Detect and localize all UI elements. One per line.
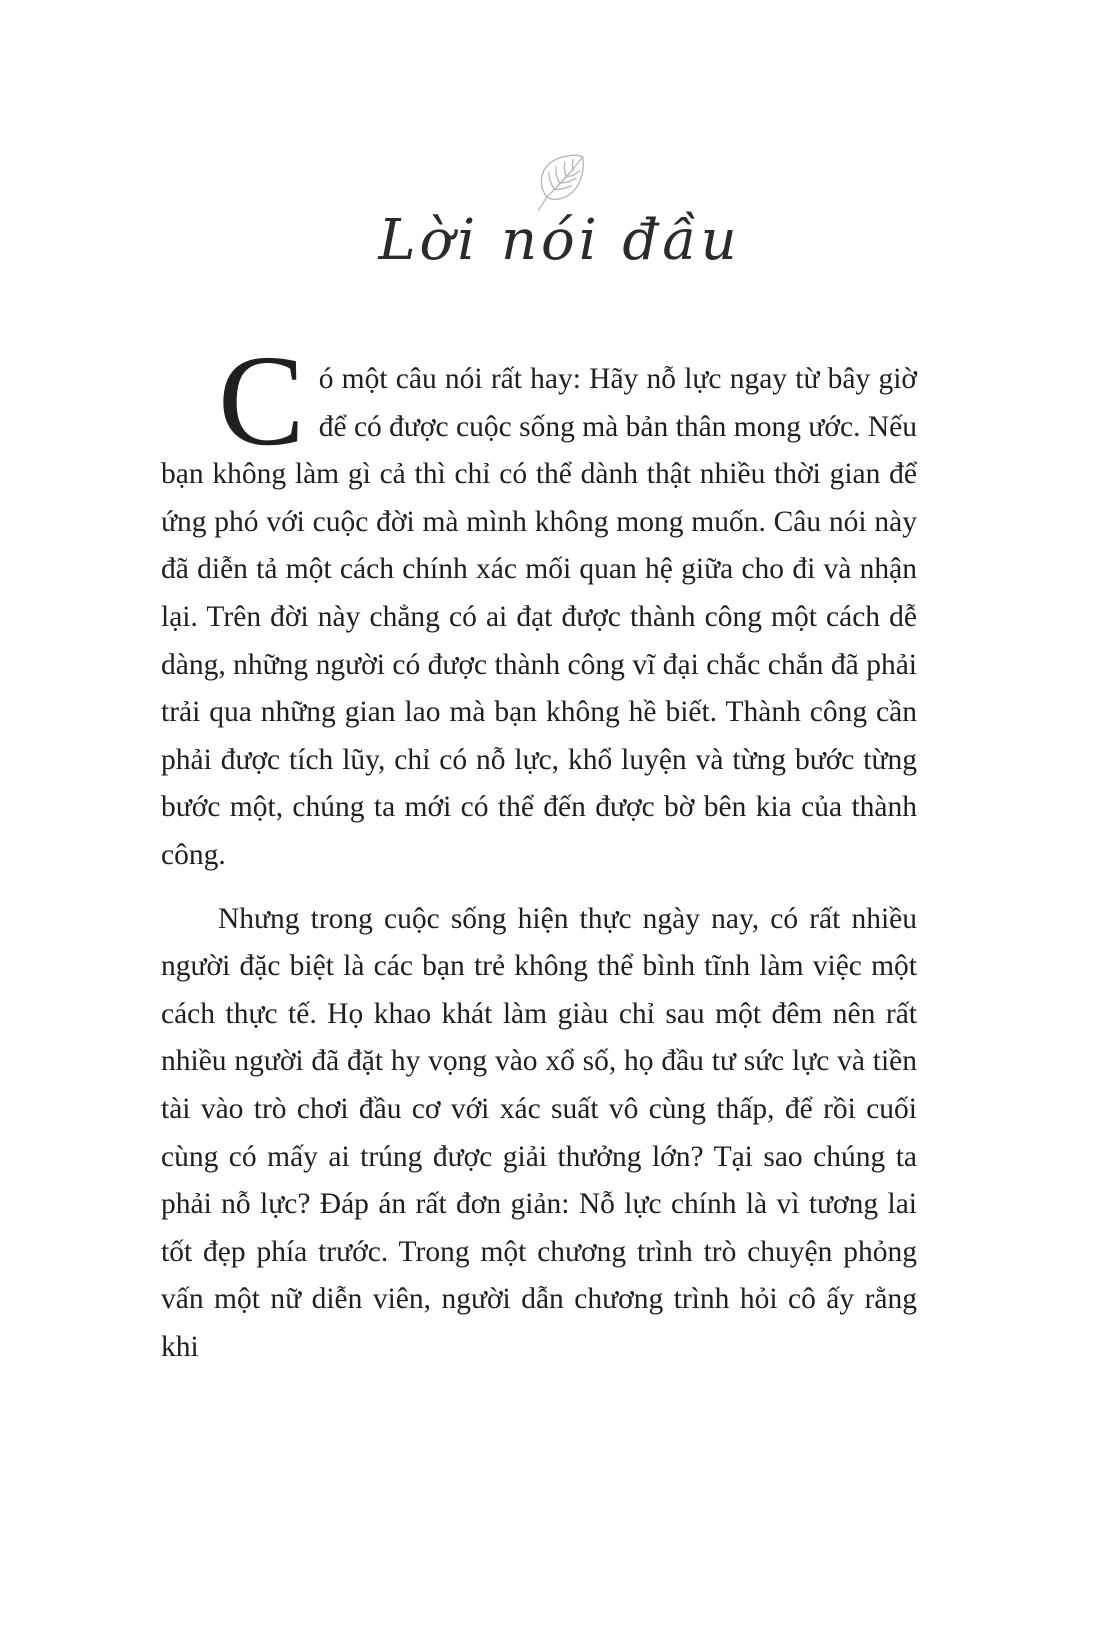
body-text bbox=[161, 329, 917, 1371]
page-title: Lời nói đầu bbox=[378, 208, 741, 273]
drop-cap: C bbox=[218, 329, 305, 473]
paragraph-2: Nhưng trong cuộc sống hiện thực ngày nay, có rất nhiều người đặc biệt là các bạn trẻ không thể bình tĩnh làm việc một cách thực tế. Họ khao khát làm giàu chỉ sau một đêm nên rất nhiều người đã đặt hy vọng vào xổ số, họ đầu tư sức lực và tiền tài vào trò chơi đầu cơ với xác suất vô cùng thấp, để rồi cuối cùng có mấy ai trúng được giải thưởng lớn? Tại sao chúng ta phải nỗ lực? Đáp án rất đơn giản: Nỗ lực chính là vì tương lai tốt đẹp phía trước. Trong một chương trình trò chuyện phỏng vấn một nữ diễn viên, người dẫn chương trình hỏi cô ấy rằng khi bbox=[161, 902, 917, 1363]
paragraph-1-text: ó một câu nói rất hay: Hãy nỗ lực ngay từ bây giờ để có được cuộc sống mà bản thân mong ước. Nếu bạn không làm gì cả thì chỉ có thể dành thật nhiều thời gian để ứng phó với cuộc đời mà mình không mong muốn. Câu nói này đã diễn tả một cách chính xác mối quan hệ giữa cho đi và nhận lại. Trên đời này chẳng có ai đạt được thành công một cách dễ dàng, những người có được thành công vĩ đại chắc chắn đã phải trải qua những gian lao mà bạn không hề biết. Thành công cần phải được tích lũy, chỉ có nỗ lực, khổ luyện và từng bước từng bước một, chúng ta mới có thể đến được bờ bên kia của thành công. bbox=[161, 363, 917, 871]
leaf-icon bbox=[527, 150, 593, 214]
paragraph-1 bbox=[161, 329, 917, 880]
leaf-ornament bbox=[0, 150, 1119, 214]
